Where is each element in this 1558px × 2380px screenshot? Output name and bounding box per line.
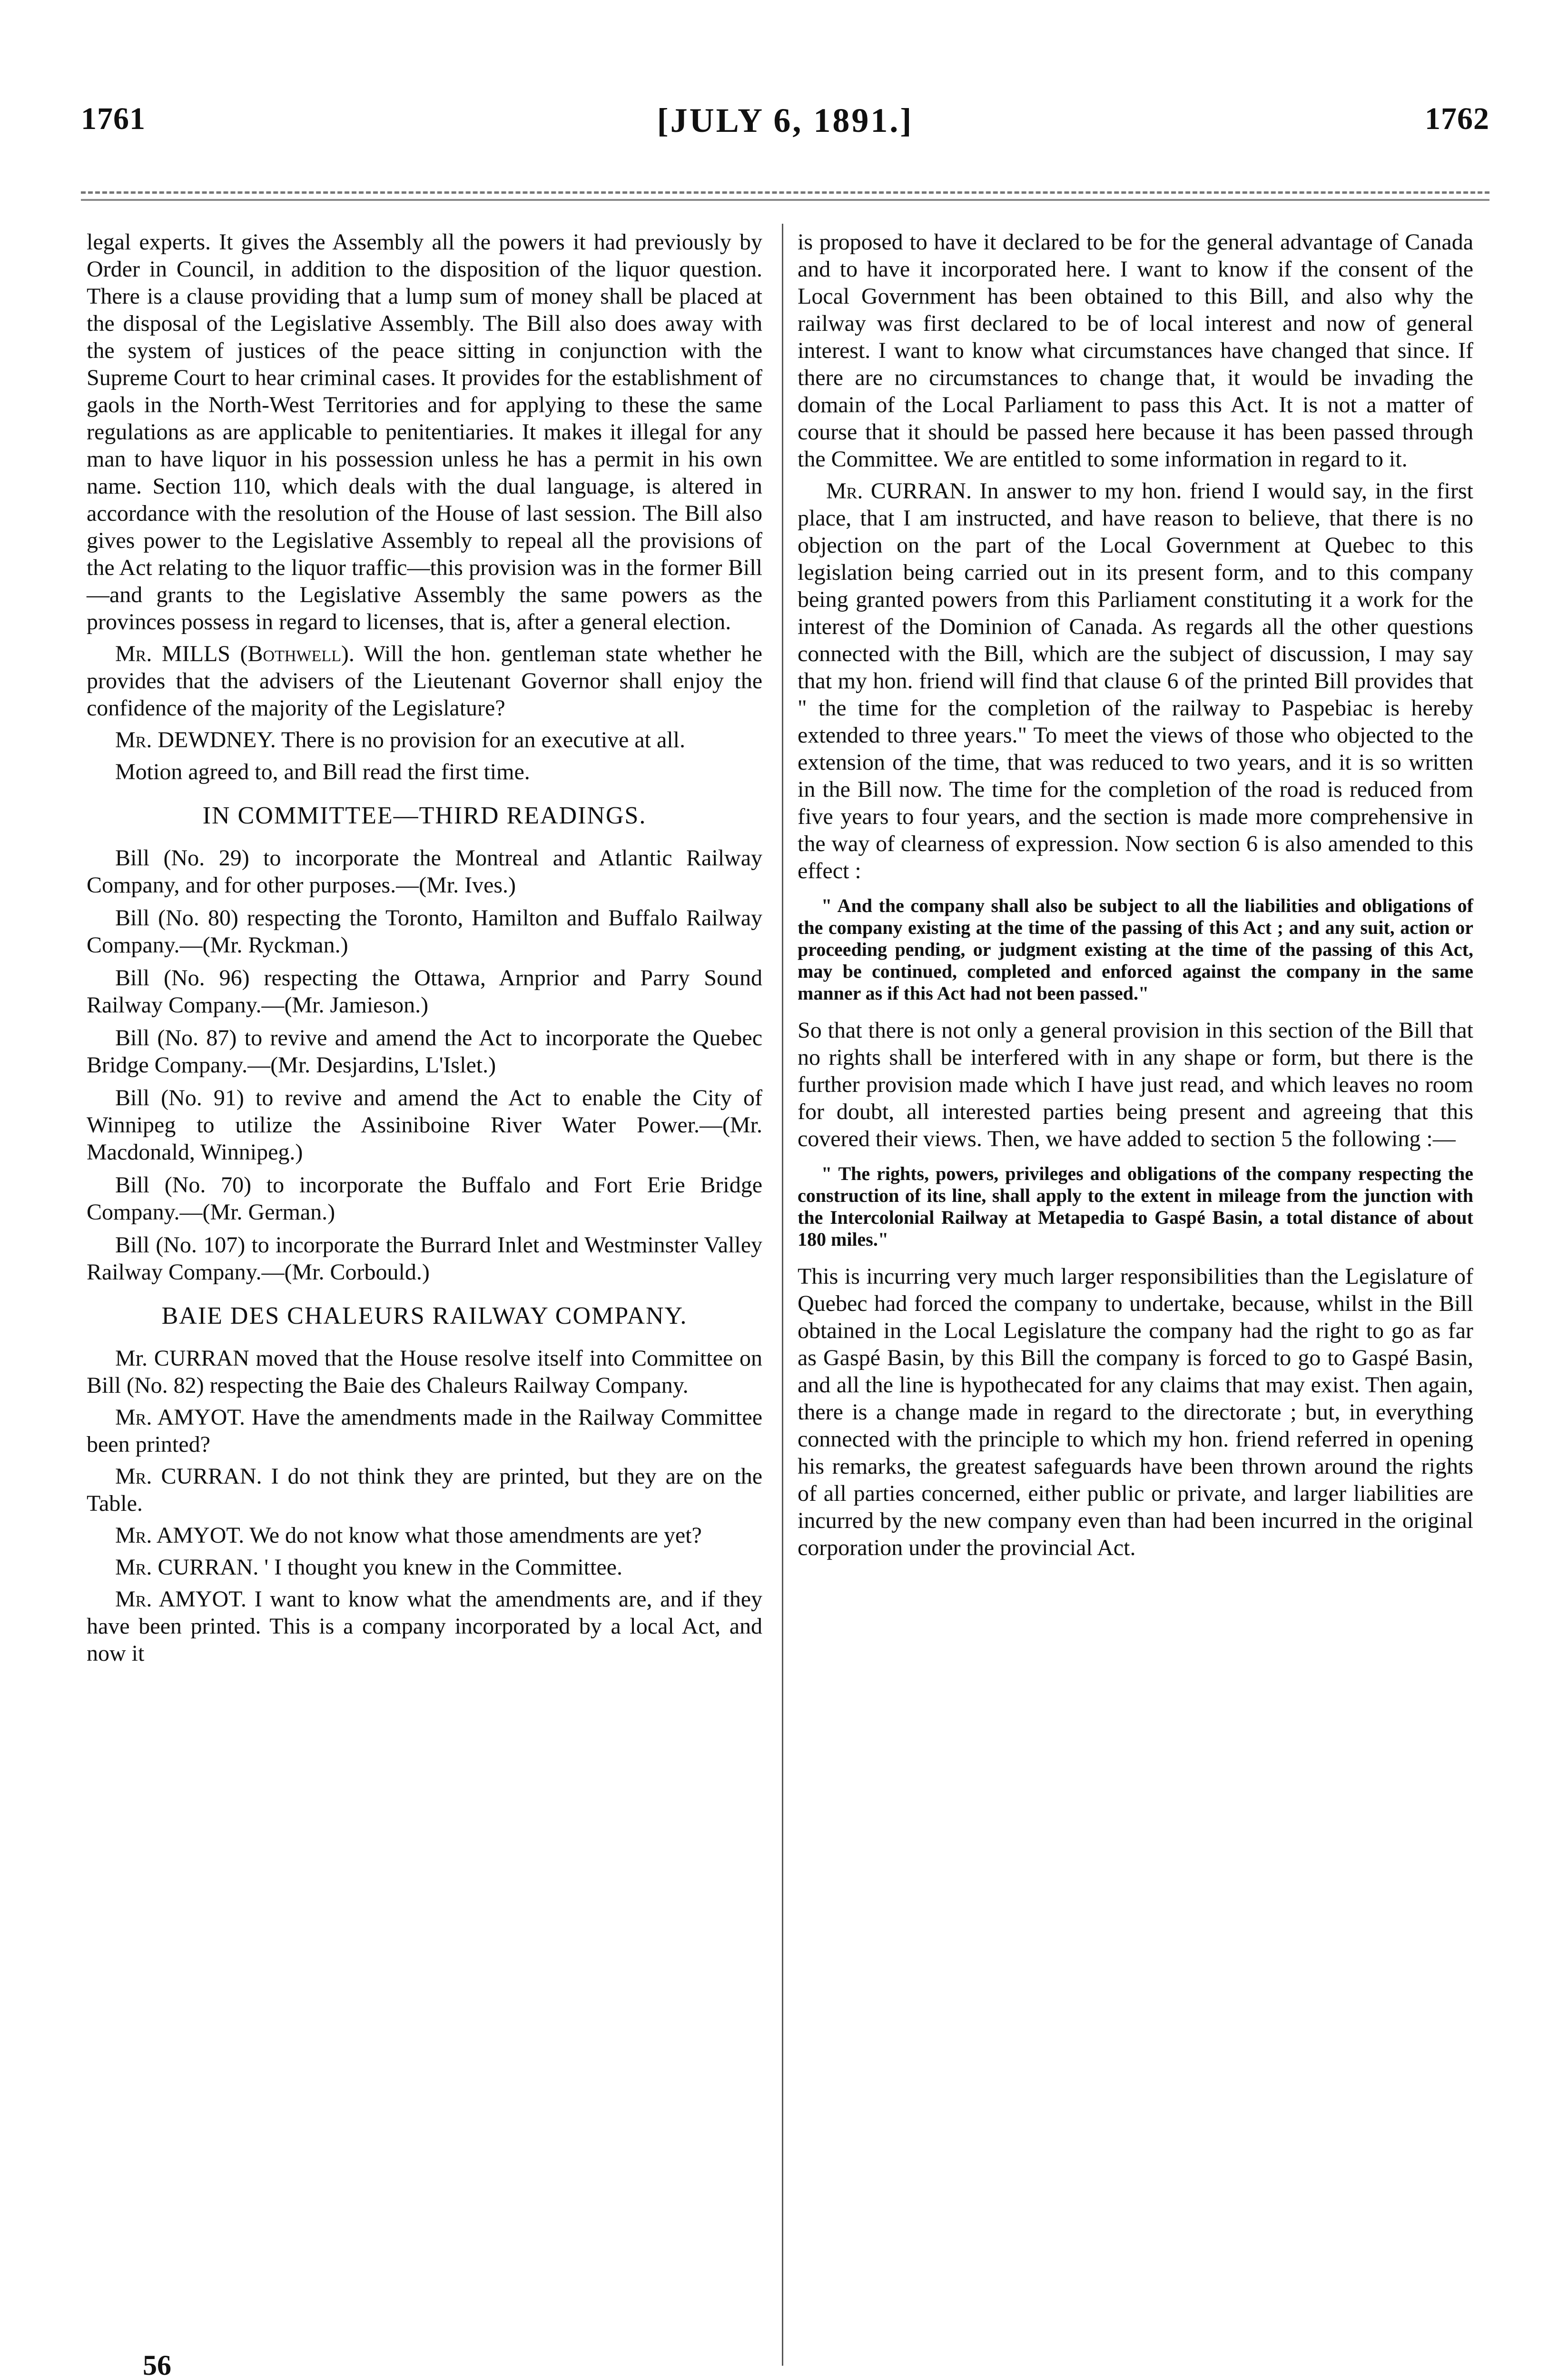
- paragraph: This is incurring very much larger responsibilities than the Legislature of Quebec had forced the company to undertake, because, whilst in the Bill obtained in the Local Legislature the company had the right to go as far as Gaspé Basin, by this Bill the company is forced to go to Gaspé Basin, and all the line is hypothecated for any claims that may exist. Then again, there is a change made in regard to the directorate ; but, in everything connected with the principle to which my hon. friend referred in opening his remarks, the greatest safeguards have been thrown around the rights of all parties concerned, either public or private, and larger liabilities are incurred by the new company even than had been incurred in the original corporation under the provincial Act.: [798, 1264, 1473, 1560]
- speech-curran: [87, 1463, 762, 1517]
- speech-text: Will the hon. gentleman state whether he provides that the advisers of the Lieutenant Governor shall enjoy the confidence of the majority of the Legislature?: [87, 641, 762, 721]
- quote-text: " And the company shall also be subject to all the liabilities and obligations of the company existing at the time of the passing of this Act ; and any suit, action or proceeding pending, or judgment existing at the time of the passing of this Act, may be continued, completed and enforced against the company in the same manner as if this Act had not been passed.": [798, 895, 1473, 1004]
- date-heading: [JULY 6, 1891.]: [657, 101, 914, 139]
- section-heading: IN COMMITTEE—THIRD READINGS.: [202, 802, 647, 829]
- speech-text: I do not think they are printed, but they are on the Table.: [87, 1464, 762, 1516]
- paragraph: Motion agreed to, and Bill read the first time.: [115, 759, 530, 784]
- quoted-clause: [798, 895, 1473, 1004]
- bill-item: Bill (No. 107) to incorporate the Burrard Inlet and Westminster Valley Railway Company.—(Mr. Corbould.): [87, 1232, 762, 1285]
- speech-text: ' I thought you knew in the Committee.: [258, 1555, 622, 1580]
- speaker-name: Mr. DEWDNEY.: [115, 727, 276, 753]
- speaker-name: Mr. AMYOT.: [115, 1523, 245, 1548]
- header-rule-dashed: [81, 191, 1489, 194]
- bill-item: Bill (No. 80) respecting the Toronto, Hamilton and Buffalo Railway Company.—(Mr. Ryckman.): [87, 905, 762, 958]
- right-page-number: 1762: [1425, 101, 1489, 136]
- speech-curran: [798, 477, 1473, 884]
- paragraph: Mr. CURRAN moved that the House resolve itself into Committee on Bill (No. 82) respecting the Baie des Chaleurs Railway Company.: [87, 1346, 762, 1398]
- speech-amyot: [87, 1404, 762, 1458]
- speech-amyot: [87, 1586, 762, 1667]
- bill-item: Bill (No. 29) to incorporate the Montreal and Atlantic Railway Company, and for other purposes.—(Mr. Ives.): [87, 845, 762, 898]
- left-page-number: 1761: [81, 101, 146, 136]
- paragraph: is proposed to have it declared to be for the general advantage of Canada and to have it incorporated here. I want to know if the consent of the Local Government has been obtained to this Bill, and also why the railway was first declared to be of local interest and now of general interest. I want to know what circumstances have changed that since. If there are no circumstances to change that, it would be invading the domain of the Local Parliament to pass this Act. It is not a matter of course that it should be passed here because it has been passed through the Committee. We are entitled to some information in regard to it.: [798, 229, 1473, 472]
- speaker-name: Mr. CURRAN.: [826, 478, 972, 504]
- footer-page-number: 56: [143, 2350, 171, 2380]
- header-rule: [81, 199, 1489, 201]
- speech-amyot: [87, 1522, 762, 1549]
- paragraph: legal experts. It gives the Assembly all the powers it had previously by Order in Council, in addition to the disposition of the liquor question. There is a clause providing that a lump sum of money shall be placed at the disposal of the Legislative Assembly. The Bill also does away with the system of justices of the peace sitting in conjunction with the Supreme Court to hear criminal cases. It provides for the establishment of gaols in the North-West Territories and for applying to these the same regulations as are applicable to penitentiaries. It makes it illegal for any man to have liquor in his possession unless he has a permit in his own name. Section 110, which deals with the dual language, is altered in accordance with the resolution of the House of last session. The Bill also gives power to the Legislative Assembly to repeal all the provisions of the Act relating to the liquor traffic—this provision was in the former Bill—and grants to the Legislative Assembly the same powers as the provinces possess in regard to licenses, that is, after a general election.: [87, 229, 762, 635]
- speaker-name: Mr. AMYOT.: [115, 1587, 247, 1612]
- left-column: [87, 228, 762, 1672]
- speech-dewdney: [87, 726, 762, 754]
- quoted-clause: [798, 1163, 1473, 1250]
- page-header: [81, 101, 1489, 144]
- speaker-name: Mr. CURRAN.: [115, 1464, 262, 1489]
- speech-curran: [87, 1554, 762, 1581]
- paragraph: So that there is not only a general provision in this section of the Bill that no rights shall be interfered with in any shape or form, but there is the further provision made which I have just read, and which leaves no room for doubt, all interested parties being present and agreeing that this covered their views. Then, we have added to section 5 the following :—: [798, 1018, 1473, 1151]
- bill-item: Bill (No. 70) to incorporate the Buffalo and Fort Erie Bridge Company.—(Mr. German.): [87, 1172, 762, 1225]
- right-column: [798, 228, 1473, 1566]
- speaker-name: Mr. AMYOT.: [115, 1405, 246, 1430]
- speech-text: In answer to my hon. friend I would say, in the first place, that I am instructed, and have reason to believe, that there is no objection on the part of the Local Government at Quebec to this legislation being carried out in its present form, and to this company being granted powers from this Parliament constituting it a work for the interest of the Dominion of Canada. As regards all the other questions connected with the Bill, which are the subject of discussion, I may say that my hon. friend will find that clause 6 of the printed Bill provides that " the time for the completion of the railway to Paspebiac is hereby extended to three years." To meet the views of those who objected to the extension of the time, that was reduced to two years, and it is so written in the Bill now. The time for the completion of the road is reduced from five years to four years, and the section is made more comprehensive in the way of clearness of expression. Now section 6 is also amended to this effect :: [798, 478, 1473, 883]
- quote-text: " The rights, powers, privileges and obligations of the company respecting the construction of its line, shall apply to the extent in mileage from the junction with the Intercolonial Railway at Metapedia to Gaspé Basin, a total distance of about 180 miles.": [798, 1163, 1473, 1250]
- bill-item: Bill (No. 96) respecting the Ottawa, Arnprior and Parry Sound Railway Company.—(Mr. Jamieson.): [87, 965, 762, 1018]
- bill-item: Bill (No. 87) to revive and amend the Act to incorporate the Quebec Bridge Company.—(Mr. Desjardins, L'Islet.): [87, 1025, 762, 1078]
- section-heading: BAIE DES CHALEURS RAILWAY COMPANY.: [161, 1302, 688, 1329]
- speech-text: We do not know what those amendments are yet?: [244, 1523, 702, 1548]
- speaker-name: Mr. MILLS (Bothwell).: [115, 641, 355, 666]
- speaker-name: Mr. CURRAN.: [115, 1555, 259, 1580]
- column-divider: [782, 224, 783, 2366]
- speech-mills: [87, 640, 762, 722]
- bill-item: Bill (No. 91) to revive and amend the Act to enable the City of Winnipeg to utilize the Assiniboine River Water Power.—(Mr. Macdonald, Winnipeg.): [87, 1085, 762, 1165]
- speech-text: There is no provision for an executive at all.: [276, 727, 685, 753]
- speech-text: I want to know what the amendments are, and if they have been printed. This is a company incorporated by a local Act, and now it: [87, 1587, 762, 1666]
- speech-text: Have the amendments made in the Railway Committee been printed?: [87, 1405, 762, 1457]
